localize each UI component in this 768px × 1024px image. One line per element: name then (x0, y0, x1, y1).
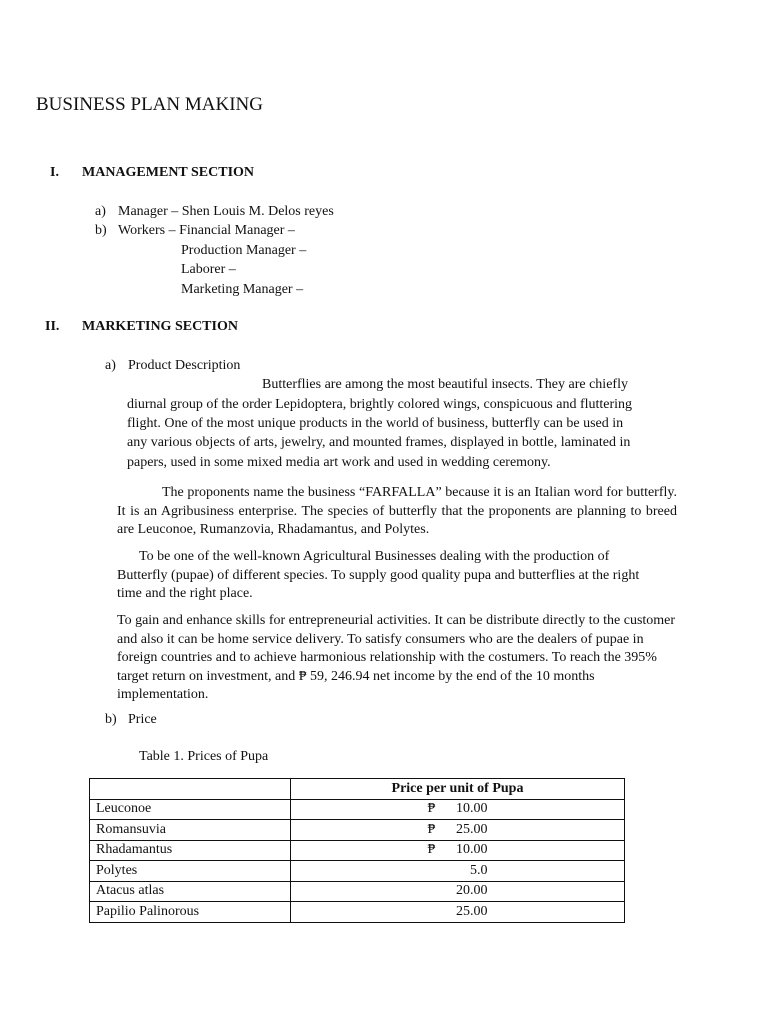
business-name-paragraph: The proponents name the business “FARFALLA” because it is an Italian word for butterfly. It is an Agribusiness enterprise. The species of butterfly that the proponents are planning to breed are Leuconoe, Rumanzovia, Rhadamantus, and Polytes. (117, 485, 677, 537)
manager-item: Manager – Shen Louis M. Delos reyes (118, 204, 334, 219)
price-value: 25.00 (456, 821, 488, 837)
role-laborer: Laborer – (181, 262, 236, 277)
table-row (90, 820, 625, 841)
product-paragraph-line: any various objects of arts, jewelry, and mounted frames, displayed in bottle, laminated in (127, 435, 631, 450)
table-row (90, 902, 625, 923)
price-cell (291, 820, 625, 841)
species-cell: Atacus atlas (90, 881, 291, 902)
product-paragraph-line: Butterflies are among the most beautiful insects. They are chiefly (262, 377, 628, 392)
price-value: 20.00 (456, 883, 488, 899)
price-cell (291, 840, 625, 861)
table-row (90, 840, 625, 861)
table-row (90, 861, 625, 882)
list-marker: b) (95, 223, 107, 238)
price-cell (291, 881, 625, 902)
price-cell (291, 902, 625, 923)
species-cell: Polytes (90, 861, 291, 882)
product-description-heading: Product Description (128, 358, 241, 373)
list-marker: b) (105, 712, 117, 727)
list-marker: a) (105, 358, 116, 373)
objectives-paragraph: To gain and enhance skills for entrepreneurial activities. It can be distribute directly to the customer and also it can be home service delivery. To satisfy consumers who are the dealers of pupae in foreign countries and to achieve harmonious relationship with the costumers. To reach the 395% target return on investment, and ₱ 59, 246.94 net income by the end of the 10 months implementation. (117, 613, 676, 702)
price-cell (291, 861, 625, 882)
species-cell: Papilio Palinorous (90, 902, 291, 923)
currency-symbol: ₱ (427, 801, 436, 817)
product-paragraph-line: flight. One of the most unique products in the world of business, butterfly can be used in (127, 416, 624, 431)
workers-item: Workers – Financial Manager – (118, 223, 295, 238)
currency-symbol: ₱ (427, 821, 436, 837)
price-value: 25.00 (456, 903, 488, 919)
price-cell (291, 799, 625, 820)
section-2-numeral: II. (45, 319, 60, 334)
species-cell: Rhadamantus (90, 840, 291, 861)
price-value: 5.0 (470, 862, 488, 878)
currency-symbol: ₱ (427, 842, 436, 858)
table-row (90, 881, 625, 902)
section-1-heading: MANAGEMENT SECTION (82, 165, 255, 180)
product-paragraph-line: diurnal group of the order Lepidoptera, brightly colored wings, conspicuous and fluttering (127, 397, 633, 412)
price-value: 10.00 (456, 801, 488, 817)
species-cell: Romansuvia (90, 820, 291, 841)
table-header-row (90, 779, 625, 800)
species-cell: Leuconoe (90, 799, 291, 820)
table-row (90, 799, 625, 820)
page-title: BUSINESS PLAN MAKING (36, 94, 263, 115)
table-caption: Table 1. Prices of Pupa (139, 749, 269, 764)
role-marketing-manager: Marketing Manager – (181, 282, 304, 297)
vision-paragraph: To be one of the well-known Agricultural Businesses dealing with the production of Butterfly (pupae) of different species. To supply good quality pupa and butterflies at the right time and the right place. (117, 549, 640, 601)
role-production-manager: Production Manager – (181, 243, 307, 258)
price-heading: Price (128, 712, 157, 727)
price-value: 10.00 (456, 842, 488, 858)
price-table (89, 778, 625, 923)
section-2-heading: MARKETING SECTION (82, 319, 238, 334)
table-header-cell: Price per unit of Pupa (291, 779, 625, 800)
list-marker: a) (95, 204, 106, 219)
section-1-numeral: I. (50, 165, 59, 180)
table-header-cell (90, 779, 291, 800)
product-paragraph-line: papers, used in some mixed media art work and used in wedding ceremony. (127, 455, 551, 470)
